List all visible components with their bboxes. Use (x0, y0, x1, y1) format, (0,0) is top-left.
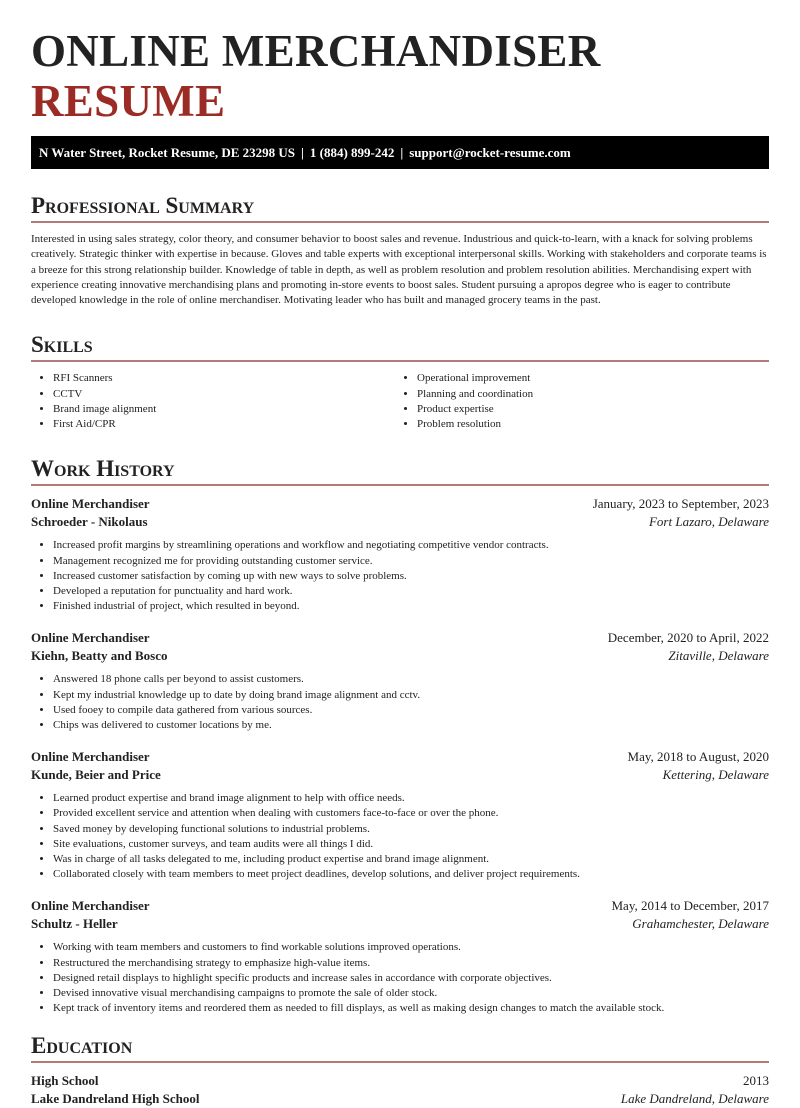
skills-right-column (393, 371, 757, 432)
job-bullet: • Designed retail displays to highlight specific products and increase sales in accordance with corporate objectives. (53, 971, 769, 986)
title-accent: RESUME (31, 76, 226, 126)
job-entry (31, 897, 769, 1016)
job-bullet: • Working with team members and customers to find workable solutions improved operations. (53, 940, 769, 955)
contact-email[interactable]: support@rocket-resume.com (409, 145, 571, 160)
section-divider (31, 1061, 769, 1063)
education-school: Lake Dandreland High School (31, 1091, 200, 1107)
skill-item: • Planning and coordination (417, 387, 757, 402)
job-dates: May, 2018 to August, 2020 (627, 749, 769, 765)
job-entry (31, 629, 769, 733)
job-bullet: • Answered 18 phone calls per beyond to assist customers. (53, 672, 769, 687)
job-bullet: • Management recognized me for providing outstanding customer service. (53, 554, 769, 569)
job-bullets (31, 672, 769, 733)
job-bullet: • Restructured the merchandising strategy to emphasize high-value items. (53, 956, 769, 971)
skill-item: • RFI Scanners (53, 371, 393, 386)
work-history-list (31, 495, 769, 1016)
job-bullet: • Developed a reputation for punctuality and hard work. (53, 584, 769, 599)
job-bullets (31, 538, 769, 614)
summary-text: Interested in using sales strategy, color theory, and consumer behavior to boost sales and revenue. Industrious and quick-to-learn, with a knack for solving problems creatively. Strategic thinker with expertise in because. Gloves and table experts with exceptional interpersonal skills. Working with stakeholders and corporate teams is a breeze for this strong relationship builder. Knowledge of table in depth, as well as problem resolution and problem resolution abilities. Merchandising expert with experience creating innovative merchandising plans and promoting in-store events to boost sales. Student pursuing a apropos degree who is eager to contribute developed knowledge in the role of online merchandiser. Motivating leader who has built and managed grocery teams in the past. (31, 233, 767, 307)
job-company: Kunde, Beier and Price (31, 767, 161, 783)
education-year: 2013 (743, 1073, 769, 1089)
skill-item: • Operational improvement (417, 371, 757, 386)
skill-item: • Brand image alignment (53, 402, 393, 417)
job-dates: May, 2014 to December, 2017 (611, 898, 769, 914)
education-location: Lake Dandreland, Delaware (620, 1091, 769, 1107)
resume-title (31, 26, 769, 126)
job-bullets (31, 940, 769, 1016)
job-bullet: • Devised innovative visual merchandising campaigns to promote the sale of older stock. (53, 986, 769, 1001)
job-title: Online Merchandiser (31, 630, 150, 646)
job-title: Online Merchandiser (31, 496, 150, 512)
job-bullet: • Increased customer satisfaction by coming up with new ways to solve problems. (53, 569, 769, 584)
job-entry (31, 748, 769, 882)
section-divider (31, 484, 769, 486)
job-location: Fort Lazaro, Delaware (648, 514, 769, 530)
education-entry (31, 1072, 769, 1108)
job-bullet: • Saved money by developing functional solutions to industrial problems. (53, 822, 769, 837)
job-bullet: • Used fooey to compile data gathered from various sources. (53, 703, 769, 718)
summary-heading: Professional Summary (31, 193, 255, 218)
job-dates: December, 2020 to April, 2022 (607, 630, 769, 646)
job-bullet: • Learned product expertise and brand image alignment to help with office needs. (53, 791, 769, 806)
job-dates: January, 2023 to September, 2023 (592, 496, 769, 512)
education-degree: High School (31, 1073, 99, 1089)
job-location: Grahamchester, Delaware (632, 916, 769, 932)
contact-bar (31, 136, 769, 169)
job-title: Online Merchandiser (31, 749, 150, 765)
skill-item: • CCTV (53, 387, 393, 402)
work-heading: Work History (31, 456, 175, 482)
contact-phone: 1 (884) 899-242 (309, 145, 395, 160)
separator: | (301, 145, 304, 160)
contact-address: N Water Street, Rocket Resume, DE 23298 US (39, 145, 295, 160)
section-divider (31, 360, 769, 362)
job-company: Schroeder - Nikolaus (31, 514, 148, 530)
job-bullet: • Collaborated closely with team members to meet project deadlines, develop solutions, and deliver project requirements. (53, 867, 769, 882)
skill-item: • Product expertise (417, 402, 757, 417)
job-location: Kettering, Delaware (662, 767, 769, 783)
separator: | (400, 145, 404, 160)
job-entry (31, 495, 769, 614)
skills-left-column (31, 371, 393, 432)
skills-list (31, 371, 769, 432)
job-bullets (31, 791, 769, 882)
job-bullet: • Finished industrial of project, which resulted in beyond. (53, 599, 769, 614)
job-bullet: • Increased profit margins by streamlining operations and workflow and negotiating competitive vendor contracts. (53, 538, 769, 553)
job-bullet: • Site evaluations, customer surveys, and team audits were all things I did. (53, 837, 769, 852)
job-bullet: • Chips was delivered to customer locations by me. (53, 718, 769, 733)
skill-item: • First Aid/CPR (53, 417, 393, 432)
education-heading: Education (31, 1033, 133, 1059)
job-company: Kiehn, Beatty and Bosco (31, 648, 168, 664)
job-bullet: • Kept track of inventory items and reordered them as needed to fill displays, as well as making design changes to match the available stock. (53, 1001, 769, 1016)
job-bullet: • Kept my industrial knowledge up to date by doing brand image alignment and cctv. (53, 688, 769, 703)
job-title: Online Merchandiser (31, 898, 150, 914)
title-main: ONLINE MERCHANDISER (31, 26, 601, 76)
resume-page (31, 0, 769, 1108)
job-bullet: • Was in charge of all tasks delegated to me, including product expertise and brand image alignment. (53, 852, 769, 867)
job-location: Zitaville, Delaware (668, 648, 769, 664)
skills-heading: Skills (31, 332, 93, 358)
skill-item: • Problem resolution (417, 417, 757, 432)
job-company: Schultz - Heller (31, 916, 118, 932)
section-divider (31, 221, 769, 223)
job-bullet: • Provided excellent service and attention when dealing with customers face-to-face or over the phone. (53, 806, 769, 821)
